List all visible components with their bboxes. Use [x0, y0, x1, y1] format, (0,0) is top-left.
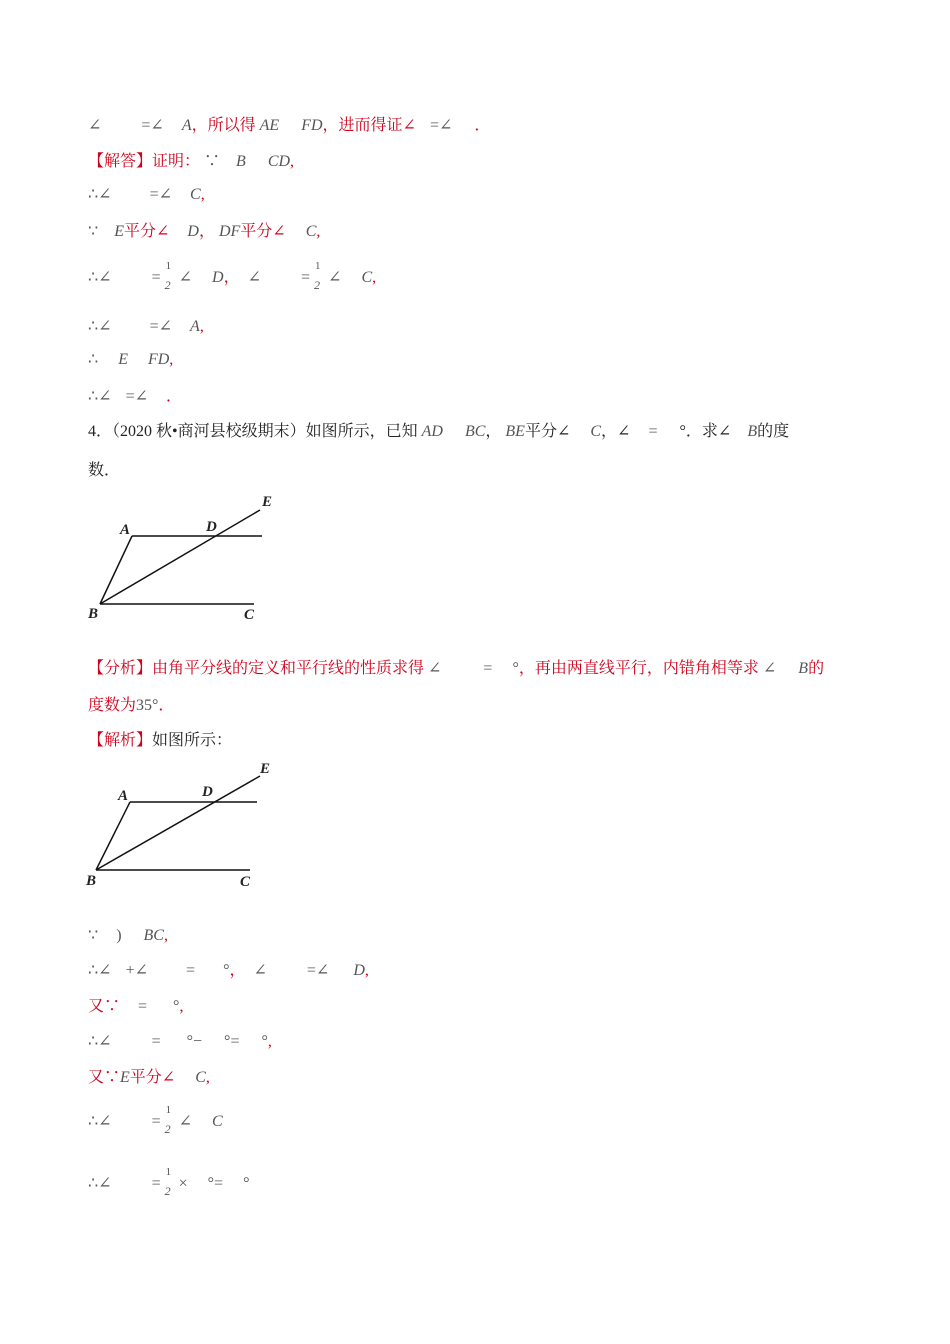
geometry-figure-solution [82, 757, 282, 887]
proof-step-3: ∴∠ = 1 2 ∠ D， ∠ = 1 2 ∠ C, [88, 260, 377, 293]
question-4-cont: 数． [88, 462, 121, 479]
label-c: C [244, 607, 255, 620]
solution-step-5: 又∵E平分∠ C, [88, 1069, 210, 1086]
label-d: D [206, 519, 217, 535]
label-e: E [260, 761, 271, 777]
label-e: E [262, 494, 273, 510]
proof-step-5: ∴ E FD, [88, 351, 174, 368]
fraction-half: 1 2 [164, 260, 172, 293]
solution-step-4: ∴∠ = °− °= °, [88, 1033, 272, 1050]
label-b: B [88, 606, 99, 620]
label-c: C [240, 874, 251, 887]
solution-heading: 【解析】如图所示： [88, 732, 233, 749]
solution-step-6: ∴∠ = 1 2 ∠ C [88, 1104, 223, 1137]
solution-step-2: ∴∠ +∠ = °， ∠ =∠ D, [88, 962, 369, 979]
solution-step-3: 又∵ = °, [88, 998, 184, 1015]
label-a: A [120, 522, 131, 538]
solution-step-7: ∴∠ = 1 2 × °= ° [88, 1166, 250, 1199]
fraction-half: 1 2 [164, 1166, 172, 1199]
proof-step-6: ∴∠ =∠ ． [88, 388, 183, 405]
fraction-half: 1 2 [164, 1104, 172, 1137]
label-a: A [118, 788, 129, 804]
geometry-figure-question [86, 490, 286, 620]
proof-step-2: ∵ E平分∠ D， DF平分∠ C, [88, 223, 321, 240]
proof-step-1: ∴∠ =∠ C, [88, 186, 205, 203]
label-d: D [202, 784, 213, 800]
analysis-line-cont: 度数为35°． [88, 697, 175, 714]
question-4: 4．（2020 秋•商河县校级期末）如图所示，已知 AD BC， BE平分∠ C，∠ = °．求∠ B的度 [88, 423, 790, 440]
fraction-half: 1 2 [314, 260, 321, 293]
conclusion-line: ∠ =∠ A，所以得 AE FD，进而得证∠ =∠ ． [88, 117, 491, 134]
analysis-line: 【分析】由角平分线的定义和平行线的性质求得 ∠ = °，再由两直线平行，内错角相等求 ∠ B的 [88, 660, 825, 677]
proof-step-4: ∴∠ =∠ A, [88, 318, 204, 335]
answer-heading-line: 【解答】证明： ∵ B CD, [88, 153, 295, 170]
label-b: B [86, 873, 97, 887]
solution-step-1: ∵ ) BC, [88, 927, 168, 944]
